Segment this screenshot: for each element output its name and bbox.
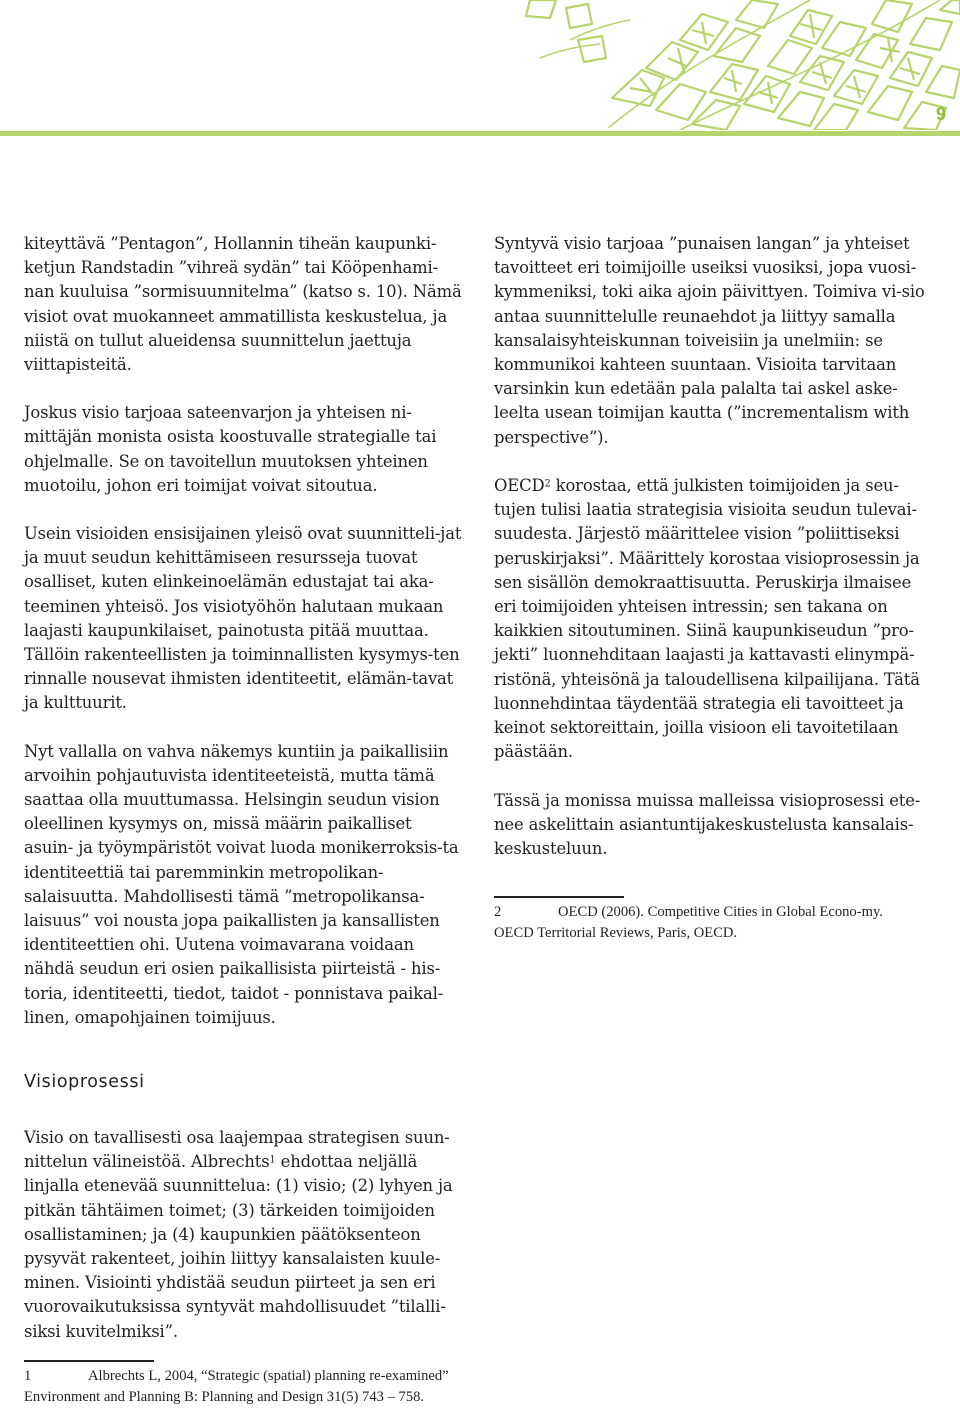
city-map-illustration <box>380 0 960 130</box>
paragraph <box>24 1126 464 1344</box>
paragraph <box>494 474 934 764</box>
paragraph: Tässä ja monissa muissa malleissa visioprosessi ete-nee askelittain asiantuntijakeskustelusta kansalais-keskusteluun. <box>494 790 921 859</box>
paragraph: kiteyttävä ”Pentagon”, Hollannin tiheän kaupunki-ketjun Randstadin ”vihreä sydän” tai Kööpenhami-nan kuuluisa ”sormisuunnitelma” (katso s. 10). Nämä visiot ovat muokanneet ammatillista keskustelua, ja niistä on tullut alueidensa suunnittelun jaettuja viittapisteitä. <box>24 234 462 375</box>
footnote-rule <box>24 1360 154 1362</box>
left-column <box>24 232 464 1054</box>
paragraph-rest: korostaa, että julkisten toimijoiden ja seu-tujen tulisi laatia strategisia visioita seudun tulevai-suudesta. Järjestö määrittelee vision ”poliittiseksi peruskirjaksi”. Määrittely korostaa visioprosessin ja sen sisällön demokraattisuutta. Peruskirja ilmaisee eri toimijoiden yhteisen intressin; sen takana on kaikkien sitoutuminen. Siinä kaupunkiseudun ”pro-jekti” luonnehditaan laajasti ja kattavasti elinympä-ristönä, yhteisönä ja taloudellisena kilpailijana. Tätä luonnehdintaa täydentää strategia eli tavoitteet ja keinot sektoreittain, joilla visioon eli tavoitetilaan päästään. <box>494 476 920 762</box>
paragraph-rest: ehdottaa neljällä linjalla etenevää suunnittelua: (1) visio; (2) lyhyen ja pitkän tähtäimen toimet; (3) tärkeiden toimijoiden osallistaminen; ja (4) kaupunkien päätöksenteon pysyvät rakenteet, joihin liittyy kansalaisten kuule-minen. Visiointi yhdistää seudun piirteet ja sen eri vuorovaikutuksissa syntyvät mahdollisuudet ”tilalli-siksi kuvitelmiksi”. <box>24 1152 453 1341</box>
footnote <box>494 902 914 943</box>
page-number: 9 <box>935 104 946 124</box>
footnote-text: OECD (2006). Competitive Cities in Global Econo-my. OECD Territorial Reviews, Paris, OECD. <box>494 904 883 941</box>
paragraph: Usein visioiden ensisijainen yleisö ovat suunnitteli-jat ja muut seudun kehittämiseen resursseja tuovat osalliset, kuten elinkeinoelämän edustajat tai aka-teeminen yhteisö. Jos visiotyöhön halutaan mukaan laajasti kaupunkilaiset, painotusta pitää muuttaa. Tällöin rakenteellisten ja toiminnallisten kysymys-ten rinnalle nousevat ihmisten identiteetit, elämän-tavat ja kulttuurit. <box>24 524 462 713</box>
footnote-reference: 2 <box>544 478 551 490</box>
header-accent-rule <box>0 131 960 136</box>
paragraph-lead: Visio on tavallisesti osa laajempaa strategisen suun-nittelun välineistöä. Albrechts <box>24 1128 450 1172</box>
paragraph: Joskus visio tarjoaa sateenvarjon ja yhteisen ni-mittäjän monista osista koostuvalle strategialle tai ohjelmalle. Se on tavoitellun muutoksen yhteinen muotoilu, johon eri toimijat voivat sitoutua. <box>24 403 437 495</box>
footnote-rule <box>494 896 624 898</box>
right-column <box>494 232 934 885</box>
footnote <box>24 1366 464 1407</box>
section-heading: Visioprosessi <box>24 1072 145 1092</box>
paragraph: Nyt vallalla on vahva näkemys kuntiin ja paikallisiin arvoihin pohjautuvista identiteeteistä, mutta tämä saattaa olla muuttumassa. Helsingin seudun vision oleellinen kysymys on, missä määrin paikalliset asuin- ja työympäristöt voivat luoda monikerroksis-ta identiteettiä tai paremminkin metropolikan-salaisuutta. Mahdollisesti tämä ”metropolikansa-laisuus” voi nousta jopa paikallisten ja kansallisten identiteettien ohi. Uutena voimavarana voidaan nähdä seudun eri osien paikallisista piirteistä - his-toria, identiteetti, tiedot, taidot - ponnistava paikal-linen, omapohjainen toimijuus. <box>24 741 459 1027</box>
footnote-text: Albrechts L, 2004, “Strategic (spatial) planning re-examined” Environment and Planning B: Planning and Design 31(5) 743 – 758. <box>24 1368 449 1405</box>
footnote-reference: 1 <box>269 1154 276 1166</box>
paragraph-lead: OECD <box>494 476 545 496</box>
section-body <box>24 1126 464 1368</box>
footnote-number: 2 <box>494 904 502 920</box>
footnote-number: 1 <box>24 1368 32 1384</box>
paragraph: Syntyvä visio tarjoaa ”punaisen langan” ja yhteiset tavoitteet eri toimijoille useiksi vuosiksi, jopa vuosi-kymmeniksi, toki aika ajoin päivittyen. Toimiva vi-sio antaa suunnittelulle reunaehdot ja liittyy samalla kansalaisyhteiskunnan toiveisiin ja unelmiin: se kommunikoi kahteen suuntaan. Visioita tarvitaan varsinkin kun edetään pala palalta tai askel aske-leelta usean toimijan kautta (”incrementalism with perspective”). <box>494 234 925 447</box>
